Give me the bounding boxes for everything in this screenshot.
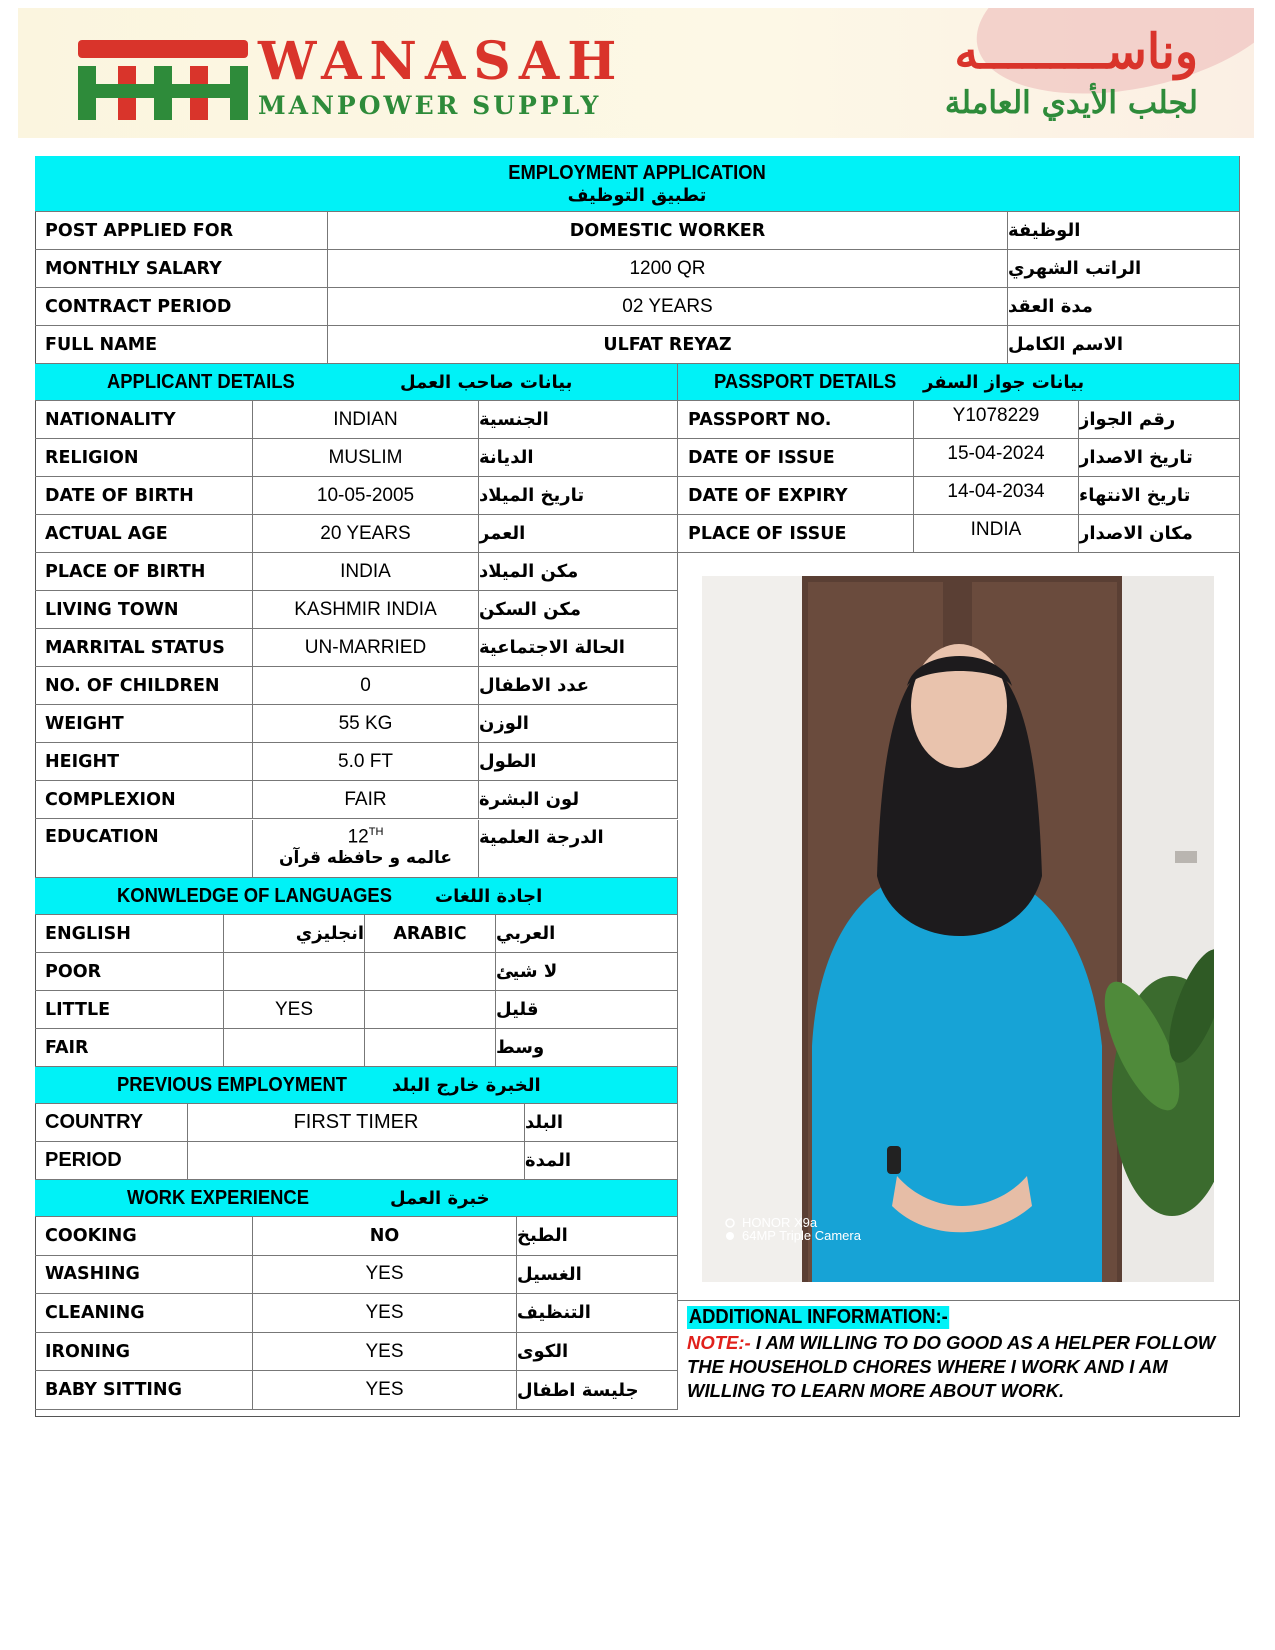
job-field-label-arabic: مدة العقد — [1008, 288, 1240, 326]
work-experience-value: NO — [253, 1217, 517, 1256]
photo-watermark-camera: 64MP Triple Camera — [742, 1228, 861, 1243]
applicant-field-label: LIVING TOWN — [35, 591, 253, 629]
additional-information — [687, 1306, 1227, 1403]
language-english-level-value: YES — [224, 991, 365, 1029]
applicant-details-title: APPLICANT DETAILS — [107, 370, 295, 393]
applicant-field-label-arabic: الجنسية — [479, 401, 678, 439]
additional-information-title: ADDITIONAL INFORMATION:- — [688, 1306, 948, 1328]
work-experience-value: YES — [253, 1294, 517, 1333]
job-field-value: ULFAT REYAZ — [328, 326, 1008, 364]
language-level-label: POOR — [35, 953, 224, 991]
work-experience-label: CLEANING — [35, 1294, 253, 1333]
work-experience-label-arabic: جليسة اطفال — [517, 1371, 678, 1410]
applicant-field-value: 5.0 FT — [253, 743, 479, 781]
applicant-field-value: 0 — [253, 667, 479, 705]
previous-employment-label-arabic: المدة — [525, 1142, 678, 1180]
education-arabic-detail: عالمه و حافظه قرآن — [278, 848, 453, 869]
passport-details-title: PASSPORT DETAILS — [714, 370, 897, 393]
note-label: NOTE:- — [687, 1332, 751, 1353]
job-field-label: FULL NAME — [35, 326, 328, 364]
language-arabic-level-value — [365, 953, 496, 991]
work-experience-title-arabic: خبرة العمل — [390, 1187, 490, 1209]
applicant-field-label-arabic: الديانة — [479, 439, 678, 477]
form-title-block — [35, 156, 1240, 212]
applicant-field-value: UN-MARRIED — [253, 629, 479, 667]
passport-field-value: INDIA — [914, 515, 1079, 553]
language-english-label-arabic: انجليزي — [224, 915, 365, 953]
previous-employment-header — [35, 1067, 678, 1104]
applicant-field-label: NATIONALITY — [35, 401, 253, 439]
education-grade: 12 — [347, 826, 369, 848]
passport-field-label-arabic: رقم الجواز — [1079, 401, 1240, 439]
work-experience-label: COOKING — [35, 1217, 253, 1256]
work-experience-label: BABY SITTING — [35, 1371, 253, 1410]
job-field-label: MONTHLY SALARY — [35, 250, 328, 288]
job-field-label-arabic: الاسم الكامل — [1008, 326, 1240, 364]
previous-employment-title-arabic: الخبرة خارج البلد — [392, 1074, 541, 1096]
passport-field-value: Y1078229 — [914, 401, 1079, 439]
passport-field-label: PASSPORT NO. — [678, 401, 914, 439]
applicant-field-value: 55 KG — [253, 705, 479, 743]
company-logo-banner — [18, 8, 1254, 138]
previous-employment-title: PREVIOUS EMPLOYMENT — [117, 1073, 348, 1096]
work-experience-label-arabic: الغسيل — [517, 1256, 678, 1295]
passport-details-title-arabic: بيانات جواز السفر — [923, 371, 1085, 393]
languages-title-arabic: اجادة اللغات — [435, 885, 543, 907]
applicant-details-header — [35, 364, 678, 401]
previous-employment-label-arabic: البلد — [525, 1104, 678, 1142]
education-label: EDUCATION — [35, 820, 253, 878]
applicant-field-label: PLACE OF BIRTH — [35, 553, 253, 591]
previous-employment-value — [188, 1142, 525, 1180]
education-grade-suffix: TH — [368, 826, 384, 838]
applicant-field-label-arabic: الوزن — [479, 705, 678, 743]
work-experience-header — [35, 1180, 678, 1217]
applicant-field-label-arabic: تاريخ الميلاد — [479, 477, 678, 515]
applicant-field-label: WEIGHT — [35, 705, 253, 743]
photo-watermark-model: HONOR X9a — [742, 1215, 818, 1230]
passport-field-label-arabic: تاريخ الاصدار — [1079, 439, 1240, 477]
language-english-level-value — [224, 1029, 365, 1067]
job-field-value: 02 YEARS — [328, 288, 1008, 326]
wanasah-logo-icon — [78, 40, 248, 120]
languages-header — [35, 878, 678, 915]
brand-tagline-arabic: لجلب الأيدي العاملة — [944, 85, 1198, 121]
applicant-field-label-arabic: عدد الاطفال — [479, 667, 678, 705]
language-english-level-value — [224, 953, 365, 991]
photo-frame — [678, 557, 1240, 1301]
passport-field-label: DATE OF EXPIRY — [678, 477, 914, 515]
brand-name-arabic: وناســـــــــه — [954, 24, 1198, 80]
language-level-label: FAIR — [35, 1029, 224, 1067]
language-english-label: ENGLISH — [35, 915, 224, 953]
job-field-label: POST APPLIED FOR — [35, 212, 328, 250]
applicant-field-label: COMPLEXION — [35, 781, 253, 819]
language-arabic-label-arabic: العربي — [496, 915, 678, 953]
work-experience-title: WORK EXPERIENCE — [127, 1186, 309, 1209]
language-level-label-arabic: قليل — [496, 991, 678, 1029]
applicant-field-label: NO. OF CHILDREN — [35, 667, 253, 705]
work-experience-label: IRONING — [35, 1333, 253, 1372]
applicant-field-value: FAIR — [253, 781, 479, 819]
applicant-field-value: MUSLIM — [253, 439, 479, 477]
passport-field-value: 15-04-2024 — [914, 439, 1079, 477]
form-title: EMPLOYMENT APPLICATION — [508, 161, 766, 184]
job-field-label-arabic: الراتب الشهري — [1008, 250, 1240, 288]
applicant-field-label: RELIGION — [35, 439, 253, 477]
education-value — [253, 820, 479, 878]
applicant-field-value: 10-05-2005 — [253, 477, 479, 515]
work-experience-value: YES — [253, 1256, 517, 1295]
language-level-label-arabic: لا شيئ — [496, 953, 678, 991]
applicant-field-value: INDIA — [253, 553, 479, 591]
applicant-field-label: HEIGHT — [35, 743, 253, 781]
language-level-label-arabic: وسط — [496, 1029, 678, 1067]
applicant-field-value: KASHMIR INDIA — [253, 591, 479, 629]
work-experience-value: YES — [253, 1371, 517, 1410]
languages-title: KONWLEDGE OF LANGUAGES — [117, 884, 392, 907]
passport-field-label: DATE OF ISSUE — [678, 439, 914, 477]
work-experience-label: WASHING — [35, 1256, 253, 1295]
passport-field-label: PLACE OF ISSUE — [678, 515, 914, 553]
applicant-field-label: ACTUAL AGE — [35, 515, 253, 553]
language-arabic-level-value — [365, 1029, 496, 1067]
brand-tagline: MANPOWER SUPPLY — [258, 91, 602, 120]
work-experience-value: YES — [253, 1333, 517, 1372]
applicant-field-label: DATE OF BIRTH — [35, 477, 253, 515]
applicant-field-label-arabic: لون البشرة — [479, 781, 678, 819]
work-experience-label-arabic: الكوى — [517, 1333, 678, 1372]
form-title-arabic: تطبيق التوظيف — [567, 184, 707, 206]
passport-details-header — [678, 364, 1240, 401]
passport-field-label-arabic: تاريخ الانتهاء — [1079, 477, 1240, 515]
job-field-value: 1200 QR — [328, 250, 1008, 288]
applicant-field-label-arabic: الحالة الاجتماعية — [479, 629, 678, 667]
passport-field-label-arabic: مكان الاصدار — [1079, 515, 1240, 553]
applicant-field-label-arabic: الطول — [479, 743, 678, 781]
work-experience-label-arabic: الطبخ — [517, 1217, 678, 1256]
brand-name: WANASAH — [258, 31, 625, 92]
language-arabic-label: ARABIC — [365, 915, 496, 953]
language-level-label: LITTLE — [35, 991, 224, 1029]
applicant-field-label: MARRITAL STATUS — [35, 629, 253, 667]
previous-employment-value: FIRST TIMER — [188, 1104, 525, 1142]
additional-information-note — [687, 1331, 1227, 1403]
job-field-value: DOMESTIC WORKER — [328, 212, 1008, 250]
applicant-field-label-arabic: العمر — [479, 515, 678, 553]
passport-field-value: 14-04-2034 — [914, 477, 1079, 515]
work-experience-label-arabic: التنظيف — [517, 1294, 678, 1333]
language-arabic-level-value — [365, 991, 496, 1029]
applicant-details-title-arabic: بيانات صاحب العمل — [400, 371, 573, 393]
applicant-field-value: INDIAN — [253, 401, 479, 439]
applicant-field-label-arabic: مكن الميلاد — [479, 553, 678, 591]
applicant-field-value: 20 YEARS — [253, 515, 479, 553]
job-field-label-arabic: الوظيفة — [1008, 212, 1240, 250]
previous-employment-label: COUNTRY — [35, 1104, 188, 1142]
note-text: I AM WILLING TO DO GOOD AS A HELPER FOLLOW THE HOUSEHOLD CHORES WHERE I WORK AND I AM WILLING TO LEARN MORE ABOUT WORK. — [687, 1332, 1216, 1401]
previous-employment-label: PERIOD — [35, 1142, 188, 1180]
applicant-field-label-arabic: مكن السكن — [479, 591, 678, 629]
job-field-label: CONTRACT PERIOD — [35, 288, 328, 326]
education-label-arabic: الدرجة العلمية — [479, 820, 678, 878]
